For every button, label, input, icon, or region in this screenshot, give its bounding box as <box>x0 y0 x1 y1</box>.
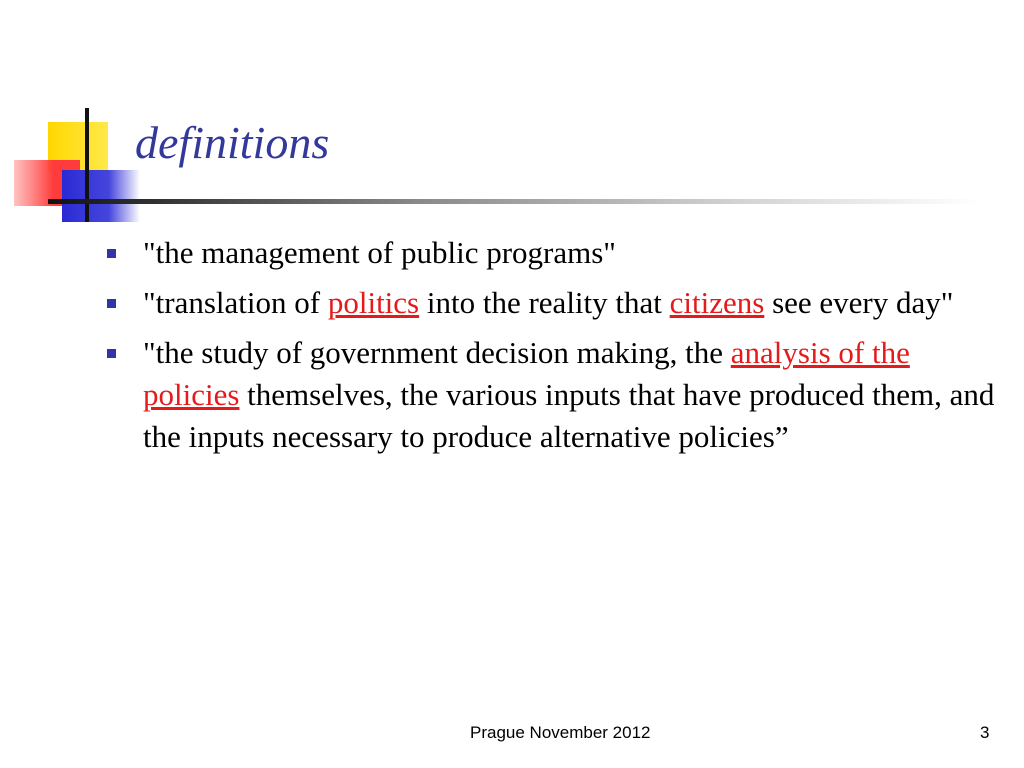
bullet-text: "the study of government decision making, the analysis of the policies themselves, the various inputs that have produced them, and the inputs necessary to produce alternative policies” <box>143 335 995 454</box>
citizens-link[interactable]: citizens <box>669 285 765 320</box>
slide-title: definitions <box>135 117 330 168</box>
bullet-square-icon <box>107 249 116 258</box>
blue-square <box>62 170 140 222</box>
vertical-line <box>85 108 89 222</box>
slide-number: 3 <box>980 723 990 742</box>
politics-link[interactable]: politics <box>327 285 420 320</box>
bullet-list <box>100 232 1010 466</box>
bullet-item <box>100 232 1010 274</box>
bullet-text: "the management of public programs" <box>143 235 616 270</box>
slide-footer: Prague November 2012 <box>470 723 651 742</box>
bullet-square-icon <box>107 349 116 358</box>
title-underline <box>48 199 978 204</box>
bullet-item <box>100 332 1010 458</box>
bullet-text: "translation of politics into the reality that citizens see every day" <box>143 285 954 320</box>
analysis-of-the-policies-link[interactable]: analysis of the policies <box>143 335 910 412</box>
bullet-square-icon <box>107 299 116 308</box>
bullet-item <box>100 282 1010 324</box>
